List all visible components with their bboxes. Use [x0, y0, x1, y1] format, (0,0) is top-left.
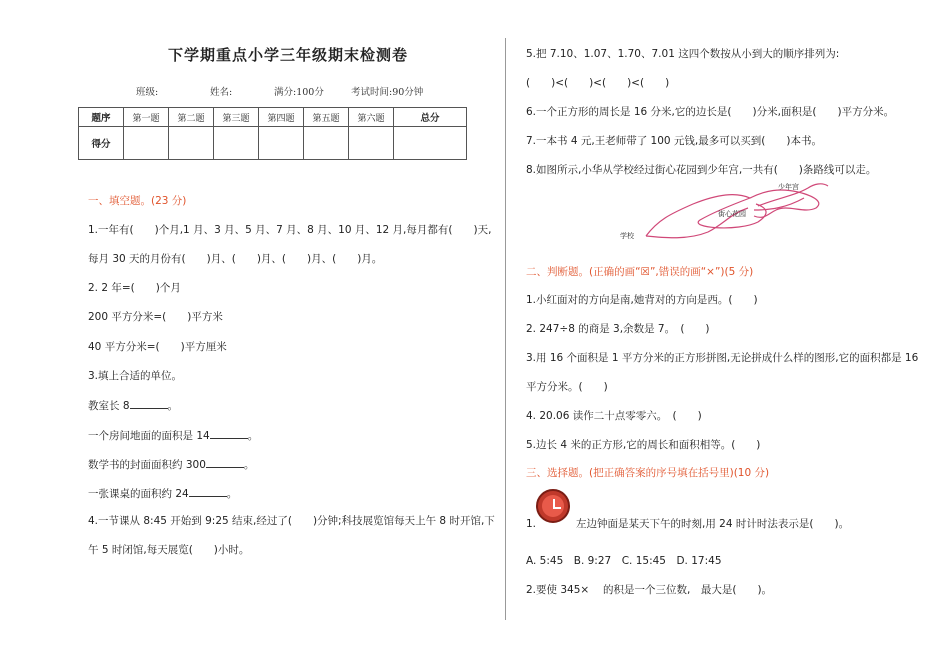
judge-5: 5.边长 4 米的正方形,它的周长和面积相等。( ) — [526, 439, 761, 451]
question-3c: 数学书的封面面积约 300 。 — [88, 459, 255, 471]
map-label-garden: 街心花园 — [718, 210, 746, 218]
choice-1: 左边钟面是某天下午的时刻,用 24 时计时法表示是( )。 — [576, 518, 850, 530]
question-5b: ( )<( )<( )<( ) — [526, 77, 670, 89]
full-score: 满分:100分 — [274, 87, 324, 98]
judge-3b: 平方分米。( ) — [526, 381, 608, 393]
map-label-school: 学校 — [620, 232, 634, 240]
question-2b: 200 平方分米=( )平方米 — [88, 311, 223, 323]
judge-2: 2. 247÷8 的商是 3,余数是 7。 ( ) — [526, 323, 710, 335]
score-header: 第五题 — [304, 108, 349, 127]
question-7: 7.一本书 4 元,王老师带了 100 元钱,最多可以买到( )本书。 — [526, 135, 822, 147]
question-4b: 午 5 时闭馆,每天展览( )小时。 — [88, 544, 250, 556]
score-table — [78, 107, 467, 160]
score-header: 第四题 — [259, 108, 304, 127]
clock-icon — [536, 489, 570, 523]
score-header: 第三题 — [214, 108, 259, 127]
score-cell[interactable] — [394, 127, 467, 160]
score-cell[interactable] — [349, 127, 394, 160]
name-label: 姓名: — [210, 87, 233, 98]
judge-1: 1.小红面对的方向是南,她背对的方向是西。( ) — [526, 294, 758, 306]
score-cell[interactable] — [169, 127, 214, 160]
judge-3a: 3.用 16 个面积是 1 平方分米的正方形拼图,无论拼成什么样的图形,它的面积都是 16 — [526, 352, 919, 364]
question-1b: 每月 30 天的月份有( )月、( )月、( )月、( )月。 — [88, 253, 383, 265]
score-header: 第六题 — [349, 108, 394, 127]
score-cell[interactable] — [124, 127, 169, 160]
question-4a: 4.一节课从 8:45 开始到 9:25 结束,经过了( )分钟;科技展览馆每天上午 8 时开馆,下 — [88, 515, 495, 527]
score-cell[interactable] — [214, 127, 259, 160]
route-map — [618, 180, 848, 248]
score-cell[interactable] — [259, 127, 304, 160]
score-header: 第一题 — [124, 108, 169, 127]
choice-1-number: 1. — [526, 518, 537, 530]
question-5: 5.把 7.10、1.07、1.70、7.01 这四个数按从小到大的顺序排列为: — [526, 48, 840, 60]
score-header: 总分 — [394, 108, 467, 127]
section-choice: 三、选择题。(把正确答案的序号填在括号里)(10 分) — [526, 467, 770, 479]
choice-2: 2.要使 345× 的积是一个三位数, 最大是( )。 — [526, 584, 773, 596]
question-8: 8.如图所示,小华从学校经过街心花园到少年宫,一共有( )条路线可以走。 — [526, 164, 877, 176]
question-6: 6.一个正方形的周长是 16 分米,它的边长是( )分米,面积是( )平方分米。 — [526, 106, 895, 118]
section-true-false: 二、判断题。(正确的画“☒”,错误的画“×”)(5 分) — [526, 266, 754, 278]
score-header: 题序 — [79, 108, 124, 127]
question-2c: 40 平方分米=( )平方厘米 — [88, 341, 227, 353]
exam-time: 考试时间:90分钟 — [351, 87, 424, 98]
class-label: 班级: — [136, 87, 159, 98]
map-label-palace: 少年宫 — [778, 183, 799, 191]
column-divider — [505, 38, 506, 620]
question-3: 3.填上合适的单位。 — [88, 370, 183, 382]
page-title: 下学期重点小学三年级期末检测卷 — [168, 46, 409, 64]
judge-4: 4. 20.06 读作二十点零零六。 ( ) — [526, 410, 702, 422]
section-fill-blank: 一、填空题。(23 分) — [88, 195, 187, 207]
question-2a: 2. 2 年=( )个月 — [88, 282, 181, 294]
question-3d: 一张课桌的面积约 24 。 — [88, 488, 238, 500]
question-1a: 1.一年有( )个月,1 月、3 月、5 月、7 月、8 月、10 月、12 月,每月都有( )天, — [88, 224, 492, 236]
score-header: 第二题 — [169, 108, 214, 127]
question-3b: 一个房间地面的面积是 14 。 — [88, 430, 259, 442]
choice-1-options: A. 5:45 B. 9:27 C. 15:45 D. 17:45 — [526, 555, 722, 567]
score-row-label: 得分 — [79, 127, 124, 160]
score-cell[interactable] — [304, 127, 349, 160]
question-3a: 教室长 8 。 — [88, 400, 179, 412]
